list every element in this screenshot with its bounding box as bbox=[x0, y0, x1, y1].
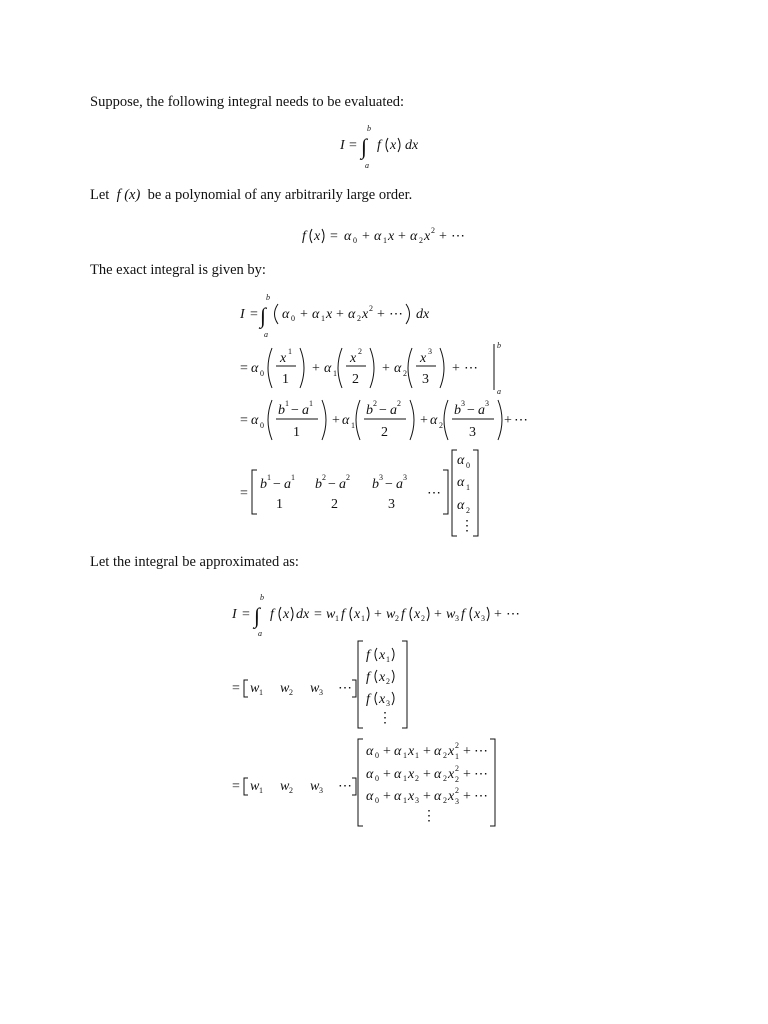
math-glyph: 1 bbox=[276, 497, 283, 512]
math-glyph: 2 bbox=[369, 304, 373, 313]
math-glyph: ⋯ bbox=[506, 607, 520, 622]
math-glyph: ⋯ bbox=[338, 681, 352, 696]
math-glyph: x bbox=[379, 692, 386, 707]
math-glyph: f bbox=[401, 607, 405, 622]
math-glyph: a bbox=[365, 161, 369, 170]
math-glyph: f bbox=[461, 607, 465, 622]
math-glyph: 1 bbox=[309, 399, 313, 408]
math-glyph: 1 bbox=[386, 655, 390, 664]
math-glyph: dx bbox=[416, 307, 430, 322]
math-glyph: + bbox=[463, 767, 471, 782]
quad-line-2 bbox=[232, 641, 407, 728]
math-bracket-stroke bbox=[406, 304, 410, 324]
math-glyph: 2 bbox=[373, 399, 377, 408]
paragraph-exact-integral: The exact integral is given by: bbox=[90, 262, 266, 278]
math-bracket-stroke bbox=[322, 400, 326, 440]
text-let: Let bbox=[90, 187, 110, 203]
inline-fx: f (x) bbox=[116, 187, 141, 203]
math-bracket-stroke bbox=[444, 400, 448, 440]
math-glyph: − bbox=[467, 403, 475, 418]
math-bracket-stroke bbox=[410, 607, 412, 621]
math-glyph: + bbox=[382, 361, 390, 376]
math-glyph: − bbox=[385, 477, 393, 492]
math-glyph: α bbox=[394, 789, 402, 804]
math-glyph: x bbox=[390, 138, 397, 153]
math-glyph: α bbox=[342, 413, 350, 428]
math-glyph: = bbox=[232, 681, 240, 696]
exact-line-2 bbox=[240, 341, 501, 396]
math-glyph: = bbox=[240, 413, 248, 428]
math-glyph: ⋯ bbox=[474, 767, 488, 782]
math-glyph: a bbox=[264, 330, 268, 339]
math-glyph: 3 bbox=[403, 473, 407, 482]
math-glyph: x bbox=[424, 229, 431, 244]
math-glyph: + bbox=[300, 307, 308, 322]
math-glyph: 3 bbox=[415, 796, 419, 805]
quad-line-3 bbox=[232, 739, 495, 826]
math-glyph: x bbox=[474, 607, 481, 622]
math-glyph: 1 bbox=[455, 752, 459, 761]
math-glyph: ∫ bbox=[254, 603, 261, 628]
math-bracket-stroke bbox=[490, 739, 495, 826]
math-bracket-stroke bbox=[370, 348, 374, 388]
math-glyph: = bbox=[240, 486, 248, 501]
math-glyph: ⋯ bbox=[474, 789, 488, 804]
math-bracket-stroke bbox=[375, 648, 377, 661]
math-glyph: f bbox=[377, 138, 381, 153]
math-glyph: 2 bbox=[289, 786, 293, 795]
math-glyph: + bbox=[398, 229, 406, 244]
math-glyph: = bbox=[232, 779, 240, 794]
math-glyph: 2 bbox=[381, 425, 388, 440]
math-glyph: x bbox=[388, 229, 395, 244]
math-glyph: + bbox=[504, 413, 512, 428]
math-glyph: 2 bbox=[439, 421, 443, 430]
math-glyph: 0 bbox=[291, 314, 295, 323]
math-glyph: + bbox=[420, 413, 428, 428]
math-glyph: α bbox=[394, 361, 402, 376]
math-glyph: 3 bbox=[319, 786, 323, 795]
math-glyph: 2 bbox=[443, 774, 447, 783]
math-glyph: b bbox=[260, 477, 267, 492]
math-glyph: 1 bbox=[403, 774, 407, 783]
math-glyph: ⋯ bbox=[389, 307, 403, 322]
math-glyph: 2 bbox=[419, 236, 423, 245]
math-glyph: 1 bbox=[403, 751, 407, 760]
math-bracket-stroke bbox=[352, 680, 356, 697]
math-glyph: 2 bbox=[358, 347, 362, 356]
math-glyph: b bbox=[278, 403, 285, 418]
math-bracket-stroke bbox=[244, 778, 248, 795]
math-glyph: + bbox=[423, 789, 431, 804]
math-bracket-stroke bbox=[392, 648, 394, 661]
math-glyph: 2 bbox=[415, 774, 419, 783]
text-polynomial-desc: be a polynomial of any arbitrarily large order. bbox=[147, 187, 413, 203]
math-glyph: x bbox=[283, 607, 290, 622]
math-glyph: ∫ bbox=[361, 134, 368, 159]
math-bracket-stroke bbox=[367, 607, 369, 621]
math-glyph: α bbox=[312, 307, 320, 322]
math-bracket-stroke bbox=[356, 400, 360, 440]
math-glyph: a bbox=[302, 403, 309, 418]
math-glyph: 2 bbox=[357, 314, 361, 323]
math-bracket-stroke bbox=[310, 229, 312, 243]
math-glyph: 2 bbox=[421, 614, 425, 623]
math-glyph: = bbox=[314, 607, 322, 622]
math-glyph: x bbox=[420, 351, 427, 366]
math-glyph: dx bbox=[405, 138, 419, 153]
math-glyph: 0 bbox=[260, 421, 264, 430]
math-bracket-stroke bbox=[268, 348, 272, 388]
math-bracket-stroke bbox=[252, 470, 257, 514]
math-glyph: x bbox=[408, 789, 415, 804]
math-glyph: + bbox=[463, 789, 471, 804]
math-glyph: x bbox=[354, 607, 361, 622]
math-glyph: x bbox=[448, 744, 455, 759]
math-glyph: 2 bbox=[455, 741, 459, 750]
math-glyph: 1 bbox=[383, 236, 387, 245]
equation-polynomial bbox=[302, 224, 482, 253]
math-glyph: = bbox=[242, 607, 250, 622]
math-glyph: 2 bbox=[386, 677, 390, 686]
math-glyph: w bbox=[446, 607, 456, 622]
math-glyph: 0 bbox=[353, 236, 357, 245]
equation-quadrature bbox=[232, 588, 542, 838]
math-glyph: 1 bbox=[285, 399, 289, 408]
math-glyph: I bbox=[232, 607, 237, 622]
math-glyph: 1 bbox=[403, 796, 407, 805]
math-bracket-stroke bbox=[291, 607, 293, 621]
math-glyph: 3 bbox=[319, 688, 323, 697]
exact-line-3 bbox=[240, 399, 528, 440]
math-glyph: 2 bbox=[455, 764, 459, 773]
quad-line-1 bbox=[231, 593, 520, 638]
math-glyph: 3 bbox=[455, 797, 459, 806]
math-glyph: ⋯ bbox=[464, 361, 478, 376]
math-glyph: x bbox=[379, 670, 386, 685]
math-glyph: 2 bbox=[322, 473, 326, 482]
math-glyph: b bbox=[266, 293, 270, 302]
math-glyph: w bbox=[310, 779, 320, 794]
math-glyph: α bbox=[374, 229, 382, 244]
math-glyph: x bbox=[326, 307, 333, 322]
math-glyph: α bbox=[434, 767, 442, 782]
math-bracket-stroke bbox=[300, 348, 304, 388]
math-glyph: + bbox=[374, 607, 382, 622]
math-glyph: x bbox=[379, 648, 386, 663]
math-glyph: x bbox=[314, 229, 321, 244]
math-bracket-stroke bbox=[440, 348, 444, 388]
math-bracket-stroke bbox=[398, 138, 400, 152]
math-glyph: = bbox=[330, 229, 338, 244]
math-glyph: 2 bbox=[289, 688, 293, 697]
math-glyph: + bbox=[439, 229, 447, 244]
math-glyph: ⋯ bbox=[427, 486, 441, 501]
math-bracket-stroke bbox=[338, 348, 342, 388]
math-glyph: 0 bbox=[260, 369, 264, 378]
math-glyph: 2 bbox=[455, 775, 459, 784]
math-glyph: α bbox=[434, 744, 442, 759]
math-glyph: + bbox=[332, 413, 340, 428]
math-bracket-stroke bbox=[402, 641, 407, 728]
math-glyph: 1 bbox=[293, 425, 300, 440]
math-glyph: dx bbox=[296, 607, 310, 622]
math-glyph: α bbox=[457, 498, 465, 513]
math-glyph: α bbox=[282, 307, 290, 322]
math-glyph: a bbox=[396, 477, 403, 492]
math-glyph: a bbox=[497, 387, 501, 396]
math-glyph: − bbox=[379, 403, 387, 418]
math-glyph: α bbox=[366, 744, 374, 759]
paragraph-approximation: Let the integral be approximated as: bbox=[90, 554, 299, 570]
math-glyph: ∫ bbox=[260, 303, 267, 328]
math-glyph: x bbox=[408, 767, 415, 782]
math-glyph: α bbox=[251, 361, 259, 376]
math-glyph: 1 bbox=[259, 688, 263, 697]
math-glyph: 2 bbox=[397, 399, 401, 408]
math-glyph: b bbox=[454, 403, 461, 418]
math-glyph: w bbox=[326, 607, 336, 622]
math-bracket-stroke bbox=[350, 607, 352, 621]
math-glyph: x bbox=[414, 607, 421, 622]
math-glyph: ⋯ bbox=[514, 413, 528, 428]
math-glyph: f bbox=[270, 607, 274, 622]
math-glyph: 1 bbox=[415, 751, 419, 760]
math-glyph: a bbox=[284, 477, 291, 492]
math-glyph: a bbox=[258, 629, 262, 638]
math-glyph: 2 bbox=[443, 751, 447, 760]
math-glyph: f bbox=[302, 229, 306, 244]
math-glyph: 1 bbox=[466, 483, 470, 492]
math-glyph: x bbox=[448, 767, 455, 782]
math-glyph: 1 bbox=[321, 314, 325, 323]
math-glyph: 2 bbox=[346, 473, 350, 482]
math-glyph: 1 bbox=[361, 614, 365, 623]
math-glyph: + bbox=[463, 744, 471, 759]
math-glyph: b bbox=[497, 341, 501, 350]
math-bracket-stroke bbox=[470, 607, 472, 621]
math-glyph: w bbox=[310, 681, 320, 696]
math-glyph: + bbox=[362, 229, 370, 244]
math-glyph: − bbox=[291, 403, 299, 418]
math-bracket-stroke bbox=[375, 692, 377, 705]
math-glyph: 1 bbox=[259, 786, 263, 795]
math-glyph: f bbox=[341, 607, 345, 622]
exact-line-1 bbox=[239, 293, 430, 339]
math-glyph: ⋮ bbox=[422, 809, 436, 824]
math-glyph: α bbox=[434, 789, 442, 804]
equation-exact-integral bbox=[238, 290, 538, 545]
math-glyph: + bbox=[312, 361, 320, 376]
math-glyph: f bbox=[366, 670, 370, 685]
math-glyph: α bbox=[251, 413, 259, 428]
math-glyph: α bbox=[394, 767, 402, 782]
math-glyph: + bbox=[452, 361, 460, 376]
paragraph-polynomial bbox=[90, 187, 412, 204]
math-bracket-stroke bbox=[498, 400, 502, 440]
math-glyph: b bbox=[315, 477, 322, 492]
math-glyph: + bbox=[423, 767, 431, 782]
math-glyph: w bbox=[280, 779, 290, 794]
math-glyph: 3 bbox=[455, 614, 459, 623]
math-glyph: − bbox=[273, 477, 281, 492]
math-glyph: w bbox=[280, 681, 290, 696]
math-glyph: α bbox=[457, 475, 465, 490]
math-glyph: 3 bbox=[485, 399, 489, 408]
math-bracket-stroke bbox=[358, 641, 363, 728]
math-glyph: w bbox=[250, 779, 260, 794]
math-glyph: a bbox=[390, 403, 397, 418]
math-glyph: x bbox=[408, 744, 415, 759]
math-glyph: 3 bbox=[422, 372, 429, 387]
math-glyph: 3 bbox=[428, 347, 432, 356]
math-glyph: 3 bbox=[481, 614, 485, 623]
math-glyph: α bbox=[366, 767, 374, 782]
math-glyph: ⋯ bbox=[474, 744, 488, 759]
math-glyph: 3 bbox=[386, 699, 390, 708]
math-glyph: a bbox=[339, 477, 346, 492]
math-glyph: b bbox=[367, 124, 371, 133]
math-glyph: α bbox=[324, 361, 332, 376]
math-glyph: ⋮ bbox=[460, 519, 474, 534]
math-glyph: ⋯ bbox=[451, 229, 465, 244]
math-glyph: = bbox=[349, 138, 357, 153]
math-bracket-stroke bbox=[322, 229, 324, 243]
math-bracket-stroke bbox=[279, 607, 281, 621]
math-bracket-stroke bbox=[244, 680, 248, 697]
math-bracket-stroke bbox=[268, 400, 272, 440]
math-glyph: 1 bbox=[288, 347, 292, 356]
math-glyph: 2 bbox=[455, 786, 459, 795]
math-glyph: 2 bbox=[443, 796, 447, 805]
math-bracket-stroke bbox=[392, 670, 394, 683]
math-glyph: x bbox=[350, 351, 357, 366]
math-glyph: 2 bbox=[466, 506, 470, 515]
math-glyph: 2 bbox=[331, 497, 338, 512]
math-bracket-stroke bbox=[375, 670, 377, 683]
math-bracket-stroke bbox=[352, 778, 356, 795]
equation-integral-definition bbox=[340, 122, 440, 177]
math-bracket-stroke bbox=[275, 304, 279, 324]
math-glyph: = bbox=[240, 361, 248, 376]
math-bracket-stroke bbox=[408, 348, 412, 388]
math-glyph: x bbox=[448, 789, 455, 804]
math-glyph: 2 bbox=[403, 369, 407, 378]
math-glyph: 3 bbox=[379, 473, 383, 482]
math-glyph: 2 bbox=[352, 372, 359, 387]
math-glyph: α bbox=[348, 307, 356, 322]
math-glyph: w bbox=[250, 681, 260, 696]
math-glyph: 1 bbox=[267, 473, 271, 482]
math-glyph: b bbox=[366, 403, 373, 418]
math-bracket-stroke bbox=[358, 739, 363, 826]
math-glyph: 2 bbox=[395, 614, 399, 623]
math-glyph: + bbox=[434, 607, 442, 622]
math-glyph: 3 bbox=[388, 497, 395, 512]
math-glyph: + bbox=[383, 744, 391, 759]
math-glyph: 0 bbox=[375, 796, 379, 805]
math-glyph: α bbox=[394, 744, 402, 759]
math-glyph: + bbox=[377, 307, 385, 322]
math-glyph: + bbox=[383, 767, 391, 782]
math-glyph: + bbox=[494, 607, 502, 622]
math-glyph: 0 bbox=[375, 774, 379, 783]
math-glyph: I bbox=[240, 307, 245, 322]
math-glyph: w bbox=[386, 607, 396, 622]
math-glyph: α bbox=[344, 229, 352, 244]
math-glyph: f bbox=[366, 648, 370, 663]
math-glyph: 1 bbox=[335, 614, 339, 623]
math-glyph: = bbox=[250, 307, 258, 322]
math-glyph: 0 bbox=[375, 751, 379, 760]
math-glyph: 1 bbox=[351, 421, 355, 430]
math-bracket-stroke bbox=[443, 470, 448, 514]
math-glyph: 1 bbox=[282, 372, 289, 387]
math-glyph: 1 bbox=[333, 369, 337, 378]
math-glyph: I bbox=[340, 138, 345, 153]
paragraph-intro: Suppose, the following integral needs to be evaluated: bbox=[90, 94, 405, 110]
math-glyph: 3 bbox=[461, 399, 465, 408]
math-glyph: α bbox=[457, 453, 465, 468]
math-glyph: + bbox=[423, 744, 431, 759]
math-glyph: α bbox=[430, 413, 438, 428]
math-glyph: α bbox=[410, 229, 418, 244]
math-glyph: a bbox=[478, 403, 485, 418]
math-glyph: x bbox=[280, 351, 287, 366]
math-bracket-stroke bbox=[427, 607, 429, 621]
math-glyph: ⋯ bbox=[338, 779, 352, 794]
exact-line-4 bbox=[240, 450, 478, 536]
math-glyph: b bbox=[260, 593, 264, 602]
math-glyph: f bbox=[366, 692, 370, 707]
math-glyph: − bbox=[328, 477, 336, 492]
math-glyph: + bbox=[383, 789, 391, 804]
math-glyph: b bbox=[372, 477, 379, 492]
math-glyph: 3 bbox=[469, 425, 476, 440]
math-glyph: x bbox=[362, 307, 369, 322]
math-glyph: 2 bbox=[431, 226, 435, 235]
math-glyph: 0 bbox=[466, 461, 470, 470]
math-bracket-stroke bbox=[386, 138, 388, 152]
math-bracket-stroke bbox=[487, 607, 489, 621]
math-glyph: + bbox=[336, 307, 344, 322]
math-glyph: ⋮ bbox=[378, 711, 392, 726]
math-glyph: 1 bbox=[291, 473, 295, 482]
math-bracket-stroke bbox=[392, 692, 394, 705]
math-glyph: α bbox=[366, 789, 374, 804]
math-bracket-stroke bbox=[410, 400, 414, 440]
